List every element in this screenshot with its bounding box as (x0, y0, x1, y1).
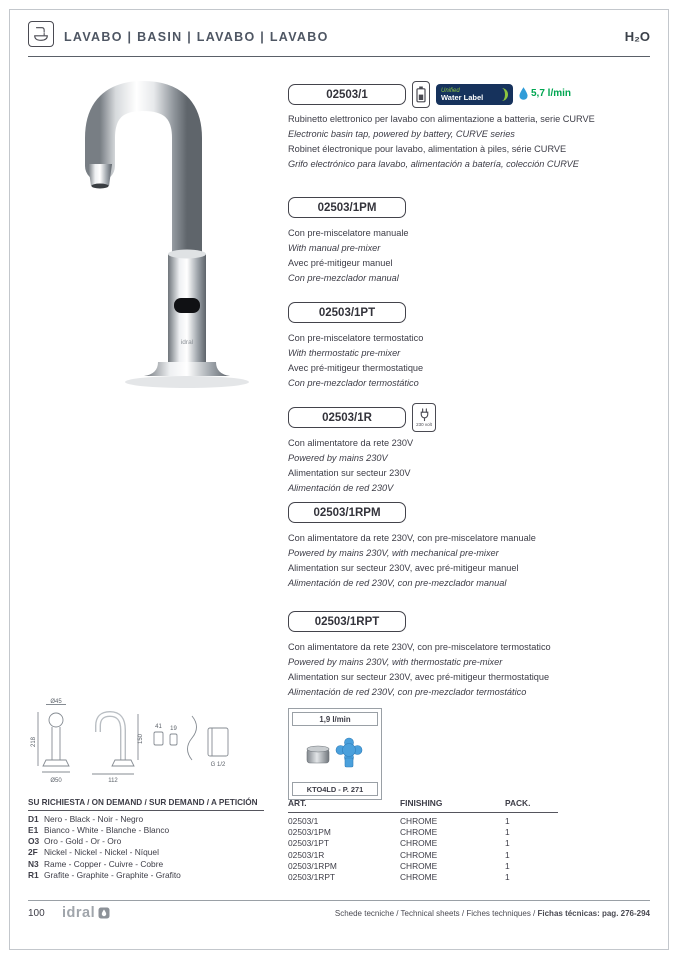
dim-label: 150 (138, 733, 144, 745)
battery-icon (412, 81, 430, 108)
idral-logo (62, 905, 110, 921)
finish-code: D1 (28, 813, 39, 824)
product-code-02503-1pm: 02503/1PM (288, 197, 406, 218)
description-line: Robinet électronique pour lavabo, alimentation à piles, série CURVE (288, 144, 567, 154)
dim-label: Ø50 (50, 778, 62, 784)
dim-label: 218 (31, 736, 37, 748)
article-finishing: CHROME (400, 815, 438, 826)
article-finishing: CHROME (400, 827, 438, 838)
dim-label: 19 (170, 726, 177, 732)
technical-drawing (26, 698, 241, 795)
article-row (288, 838, 558, 849)
description-line: With manual pre-mixer (288, 243, 381, 253)
article-pack: 1 (505, 838, 510, 849)
accessory-code: KTO4LD - P. 271 (292, 782, 378, 796)
article-pack: 1 (505, 827, 510, 838)
article-code: 02503/1PM (288, 827, 331, 838)
description-line: Con pre-mezclador termostático (288, 378, 419, 388)
plug-icon (412, 403, 436, 432)
article-pack: 1 (505, 872, 510, 883)
finish-code: 2F (28, 847, 38, 858)
product-code-02503-1pt: 02503/1PT (288, 302, 406, 323)
idral-wordmark: idral (62, 905, 96, 921)
article-code: 02503/1 (288, 815, 319, 826)
description-line: Avec pré-mitigeur manuel (288, 258, 393, 268)
footer-note-regular: Schede tecniche / Technical sheets / Fiches techniques / (334, 909, 538, 918)
product-descriptions (288, 531, 660, 591)
article-code: 02503/1R (288, 849, 325, 860)
article-row (288, 872, 558, 883)
article-finishing: CHROME (400, 838, 438, 849)
h2o-label: H₂O (624, 29, 650, 44)
article-pack: 1 (505, 860, 510, 871)
aerator-image (289, 726, 381, 782)
col-finishing: FINISHING (400, 798, 443, 808)
product-photo (42, 76, 267, 401)
faucet-logo-text: idral (180, 339, 194, 346)
description-line: With thermostatic pre-mixer (288, 348, 401, 358)
basin-icon (28, 21, 54, 47)
article-code: 02503/1RPT (288, 872, 336, 883)
description-line: Rubinetto elettronico per lavabo con alimentazione a batteria, serie CURVE (288, 114, 595, 124)
finish-name: Nero - Black - Noir - Negro (44, 813, 144, 824)
dim-label: Ø45 (50, 698, 62, 705)
finish-name: Rame - Copper - Cuivre - Cobre (44, 858, 164, 869)
product-code-02503-1: 02503/1 (288, 84, 406, 105)
header-rule (28, 56, 650, 57)
product-descriptions (288, 436, 660, 496)
article-code: 02503/1PT (288, 838, 329, 849)
product-descriptions (288, 226, 660, 286)
dim-label: 112 (108, 778, 118, 784)
finish-name: Grafite - Graphite - Graphite - Grafito (44, 869, 181, 880)
description-line: Alimentación de red 230V (288, 483, 394, 493)
description-line: Grifo electrónico para lavabo, alimentación a batería, colección CURVE (288, 159, 579, 169)
water-label-bottom: Water Label (441, 92, 484, 102)
flow-rate (519, 87, 571, 100)
product-code-02503-1r: 02503/1R (288, 407, 406, 428)
description-line: Powered by mains 230V, with mechanical pre-mixer (288, 548, 499, 558)
finish-code: E1 (28, 824, 39, 835)
finish-row (28, 870, 264, 881)
product-descriptions (288, 640, 660, 700)
article-finishing: CHROME (400, 849, 438, 860)
description-line: Powered by mains 230V, with thermostatic pre-mixer (288, 657, 503, 667)
articles-header-row (288, 798, 558, 813)
flow-rate-value: 5,7 l/min (531, 88, 572, 99)
footer-rule (28, 900, 650, 901)
article-row (288, 827, 558, 838)
description-line: Con alimentatore da rete 230V, con pre-miscelatore termostatico (288, 642, 551, 652)
drop-icon (519, 87, 528, 100)
finish-row (28, 814, 264, 825)
accessory-flow-rate: 1,9 l/min (292, 712, 378, 726)
description-line: Con alimentatore da rete 230V (288, 438, 414, 448)
finish-name: Bianco - White - Blanche - Blanco (44, 824, 170, 835)
description-line: Con pre-miscelatore manuale (288, 228, 409, 238)
on-demand-table (28, 798, 264, 881)
plug-voltage-label: 230 volt (416, 422, 432, 427)
footer-note-bold: Fichas técnicas: pag. 276-294 (537, 909, 650, 918)
water-label-swoosh (497, 88, 508, 101)
article-finishing: CHROME (400, 860, 438, 871)
water-label-badge (436, 84, 513, 105)
finish-name: Oro - Gold - Or - Oro (44, 836, 122, 847)
dim-label: 41 (155, 724, 162, 730)
description-line: Con pre-mezclador manual (288, 273, 399, 283)
description-line: Alimentación de red 230V, con pre-mezclador manual (288, 578, 507, 588)
finish-code: O3 (28, 836, 40, 847)
footer-note (335, 909, 650, 918)
page-number: 100 (28, 908, 45, 919)
product-code-02503-1rpt: 02503/1RPT (288, 611, 406, 632)
finish-name: Nickel - Nickel - Nickel - Níquel (44, 847, 159, 858)
product-descriptions (288, 112, 660, 172)
product-code-02503-1rpm: 02503/1RPM (288, 502, 406, 523)
on-demand-title: SU RICHIESTA / ON DEMAND / SUR DEMAND / A PETICIÓN (28, 798, 264, 811)
article-pack: 1 (505, 849, 510, 860)
idral-logo-icon (98, 907, 110, 919)
description-line: Con pre-miscelatore termostatico (288, 333, 424, 343)
finish-row (28, 836, 264, 847)
finish-row (28, 859, 264, 870)
product-descriptions (288, 331, 660, 391)
page-title: LAVABO | BASIN | LAVABO | LAVABO (64, 30, 329, 44)
description-line: Alimentation sur secteur 230V, avec pré-mitigeur thermostatique (288, 672, 550, 682)
finish-code: R1 (28, 869, 39, 880)
article-row (288, 850, 558, 861)
article-finishing: CHROME (400, 872, 438, 883)
finish-code: N3 (28, 858, 39, 869)
finish-row (28, 847, 264, 858)
description-line: Alimentation sur secteur 230V, avec pré-mitigeur manuel (288, 563, 519, 573)
finish-row (28, 825, 264, 836)
description-line: Con alimentatore da rete 230V, con pre-miscelatore manuale (288, 533, 536, 543)
sensor-window (174, 298, 200, 313)
article-row (288, 816, 558, 827)
description-line: Electronic basin tap, powered by battery, CURVE series (288, 129, 515, 139)
description-line: Powered by mains 230V (288, 453, 388, 463)
water-label-top: Unified (441, 87, 460, 94)
col-art: ART. (288, 798, 307, 808)
description-line: Alimentation sur secteur 230V (288, 468, 411, 478)
article-row (288, 861, 558, 872)
dim-label: G 1/2 (210, 762, 226, 768)
article-code: 02503/1RPM (288, 860, 337, 871)
accessory-box (288, 708, 382, 800)
col-pack: PACK. (505, 798, 531, 808)
article-pack: 1 (505, 815, 510, 826)
description-line: Alimentación de red 230V, con pre-mezclador termostático (288, 687, 527, 697)
description-line: Avec pré-mitigeur thermostatique (288, 363, 424, 373)
articles-table (288, 798, 558, 884)
